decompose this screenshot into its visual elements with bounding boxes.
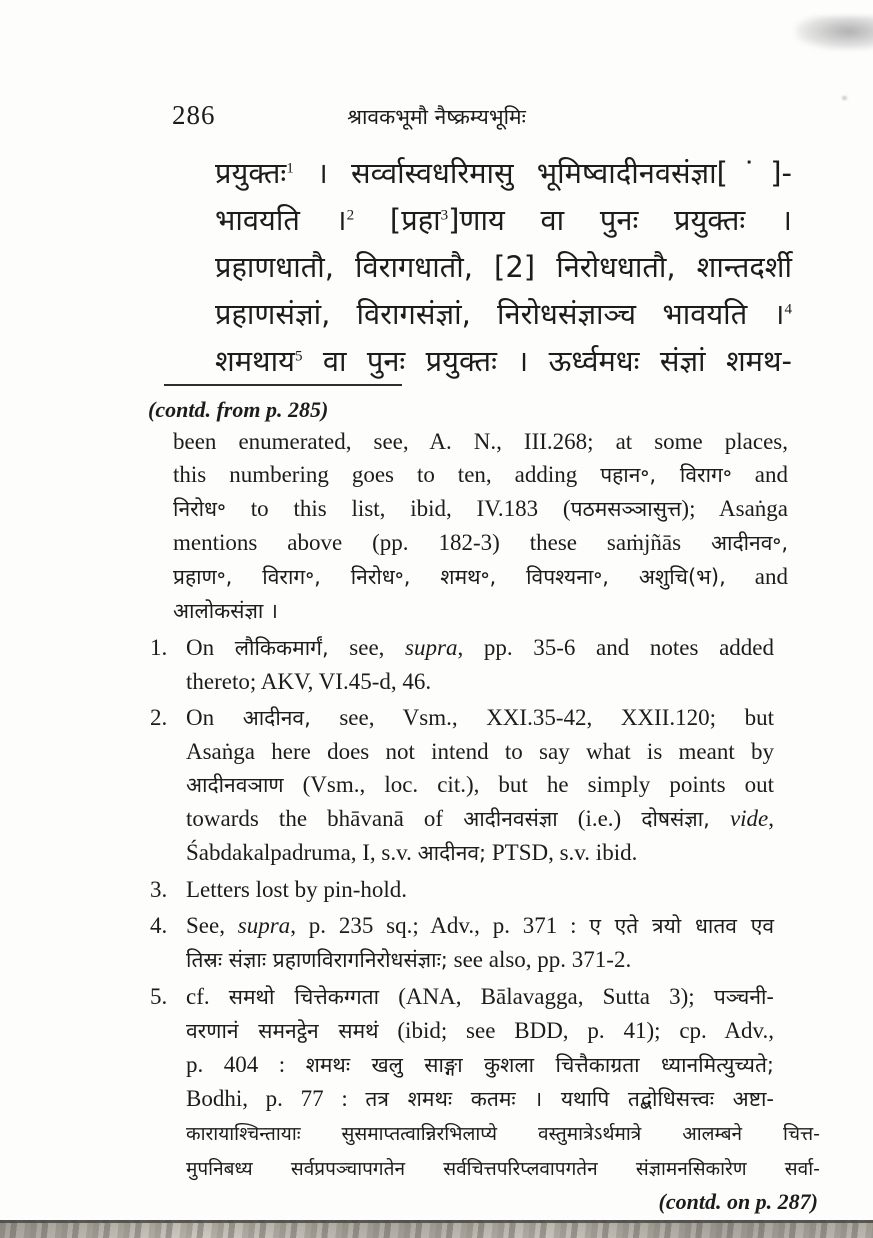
continued-footnote-paragraph (173, 425, 788, 628)
footnote-text-line: cf. समथो चित्तेकग्गता (ANA, Bālavagga, Sutta 3); पञ्चनी- (186, 984, 774, 1009)
footnote-text-line: तिस्रः संज्ञाः प्रहाणविरागनिरोधसंज्ञाः; see also, pp. 371-2. (186, 947, 632, 972)
running-header: श्रावकभूमौ नैष्क्रम्यभूमिः (347, 105, 526, 129)
main-text-line: प्रहाणधातौ, विरागधातौ, [2] निरोधधातौ, शान्तदर्शी (215, 250, 792, 284)
footnote-number: 5. (150, 984, 168, 1009)
footnote-text-line: Letters lost by pin-hold. (186, 877, 408, 902)
page-header (0, 100, 873, 132)
footnote-1 (150, 631, 774, 698)
footnote-text-line: p. 404 : शमथः खलु साङ्गा कुशला चित्तैकाग्रता ध्यानमित्युच्यते; (186, 1052, 775, 1077)
footnote-5 (150, 980, 820, 1186)
footnote-number: 3. (150, 877, 168, 902)
footnote-text-line: मुपनिबध्य सर्वप्रपञ्चापगतेन सर्वचित्तपरिप्लवापगतेन संज्ञामनसिकारेण सर्वा- (186, 1158, 820, 1180)
footnote-3 (150, 873, 774, 906)
footnote-text-line: वरणानं समनट्ठेन समथं (ibid; see BDD, p. 41); cp. Adv., (186, 1018, 774, 1043)
footnote-text-line: mentions above (pp. 182-3) these saṁjñās आदीनव॰, (173, 530, 788, 555)
footnote-text-line: been enumerated, see, A. N., III.268; at some places, (173, 429, 788, 454)
footnote-text-line: On आदीनव, see, Vsm., XXI.35-42, XXII.120; but (186, 705, 774, 730)
footnote-text-line: Asaṅga here does not intend to say what is meant by (186, 739, 774, 764)
footnote-number: 2. (150, 705, 168, 730)
footnote-number: 4. (150, 913, 168, 938)
scan-smudge-artifact (795, 16, 873, 50)
scan-page-bottom-edge (0, 1220, 873, 1238)
footnote-text-line: towards the bhāvanā of आदीनवसंज्ञा (i.e.) दोषसंज्ञा, vide, (186, 806, 775, 831)
main-text-line: प्रहाणसंज्ञां, विरागसंज्ञां, निरोधसंज्ञाञ्च भावयति ।$^4$ (215, 297, 792, 331)
continued-from-note: (contd. from p. 285) (148, 397, 329, 422)
footnote-text-line: Śabdakalpadruma, I, s.v. आदीनव; PTSD, s.v. ibid. (186, 840, 638, 865)
main-text-line: शमथाय$^5$ वा पुनः प्रयुक्तः । ऊर्ध्वमधः संज्ञां शमथ- (215, 344, 792, 378)
footnote-text-line: thereto; AKV, VI.45-d, 46. (186, 669, 432, 694)
footnote-text-line: आलोकसंज्ञा । (173, 599, 278, 623)
footnote-text-line: See, supra, p. 235 sq.; Adv., p. 371 : ए एते त्रयो धातव एव (186, 913, 774, 938)
footnote-text-line: this numbering goes to ten, adding पहान॰, विराग॰ and (173, 462, 788, 487)
footnote-text-line: निरोध॰ to this list, ibid, IV.183 (पठमसञ्ञासुत्त); Asaṅga (173, 496, 788, 521)
sanskrit-main-text (215, 150, 792, 385)
main-text-line: प्रयुक्तः$^1$ । सर्व्वास्वधरिमासु भूमिष्वादीनवसंज्ञा[˙]- (215, 156, 792, 190)
footnote-separator-rule (164, 384, 402, 386)
page-number: 286 (172, 100, 216, 130)
footnote-text-line: कारायाश्चिन्तायाः सुसमाप्तत्वान्निरभिलाप्ये वस्तुमात्रेऽर्थमात्रे आलम्बने चित्त- (186, 1123, 820, 1145)
footnote-number: 1. (150, 635, 168, 660)
footnote-text-line: On लौकिकमार्गं, see, supra, pp. 35-6 and notes added (186, 635, 774, 660)
footnote-area (148, 395, 820, 1217)
footnote-4 (150, 909, 774, 977)
main-text-line: भावयति ।$^2$ [प्रहा$^3$]णाय वा पुनः प्रयुक्तः । (215, 203, 793, 237)
footnote-text-line: प्रहाण॰, विराग॰, निरोध॰, शमथ॰, विपश्यना॰, अशुचि(भ), and (173, 564, 788, 589)
footnote-text-line: Bodhi, p. 77 : तत्र शमथः कतमः । यथापि तद्बोधिसत्त्वः अष्टा- (186, 1086, 774, 1111)
footnote-text-line: आदीनवञाण (Vsm., loc. cit.), but he simply points out (186, 772, 774, 797)
continued-on-note: (contd. on p. 287) (658, 1189, 818, 1214)
footnote-2 (150, 701, 774, 870)
